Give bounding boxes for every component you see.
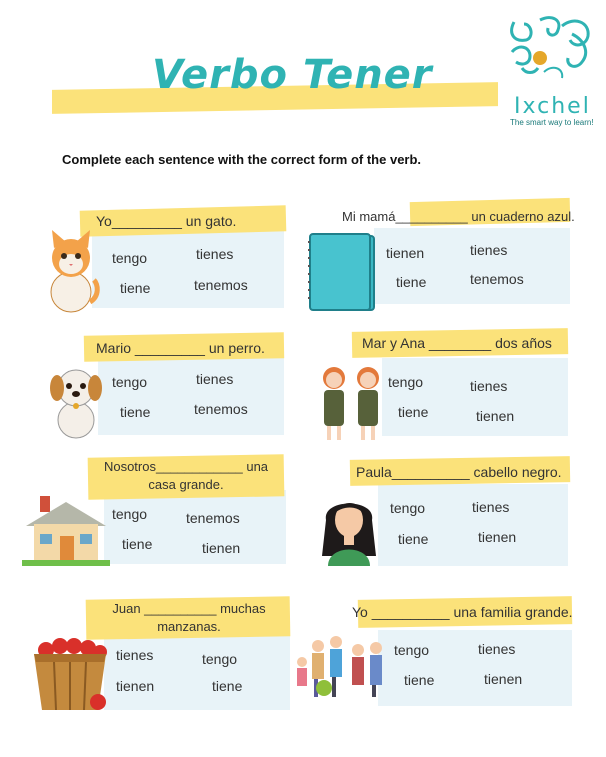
option-5c[interactable]: tiene [122, 536, 153, 552]
option-4c[interactable]: tiene [398, 404, 429, 420]
option-7c[interactable]: tienen [116, 678, 155, 694]
option-8a[interactable]: tengo [394, 642, 430, 658]
sentence-6: Paula__________ cabello negro. [356, 464, 562, 480]
woman-icon [316, 490, 382, 566]
option-3b[interactable]: tienes [196, 371, 234, 387]
option-7b[interactable]: tengo [202, 651, 238, 667]
page-title: Verbo Tener [152, 52, 433, 98]
option-6c[interactable]: tiene [398, 531, 429, 547]
option-1c[interactable]: tiene [120, 280, 151, 296]
apple-basket-icon [30, 632, 110, 712]
family-icon [292, 628, 392, 700]
sentence-2: Mi mamá__________ un cuaderno azul. [342, 209, 575, 224]
option-4a[interactable]: tengo [388, 374, 424, 390]
sentence-4: Mar y Ana ________ dos años [362, 335, 552, 351]
house-icon [22, 496, 110, 568]
option-1d[interactable]: tenemos [194, 277, 248, 293]
sentence-3: Mario _________ un perro. [96, 340, 265, 356]
cat-icon [40, 228, 102, 314]
option-2b[interactable]: tienes [470, 242, 508, 258]
logo-name: Ixchel [514, 94, 591, 119]
sentence-7: Juan __________ muchas manzanas. [112, 601, 266, 634]
instruction-text: Complete each sentence with the correct form of the verb. [62, 152, 422, 167]
twins-icon [314, 362, 390, 444]
option-5b[interactable]: tenemos [186, 510, 240, 526]
option-5d[interactable]: tienen [202, 540, 241, 556]
option-2d[interactable]: tenemos [470, 271, 524, 287]
sentence-1: Yo_________ un gato. [96, 213, 237, 229]
option-6d[interactable]: tienen [478, 529, 517, 545]
option-8b[interactable]: tienes [478, 641, 516, 657]
option-6a[interactable]: tengo [390, 500, 426, 516]
option-8c[interactable]: tiene [404, 672, 435, 688]
option-3a[interactable]: tengo [112, 374, 148, 390]
option-1a[interactable]: tengo [112, 250, 148, 266]
option-8d[interactable]: tienen [484, 671, 523, 687]
option-5a[interactable]: tengo [112, 506, 148, 522]
option-4d[interactable]: tienen [476, 408, 515, 424]
option-1b[interactable]: tienes [196, 246, 234, 262]
notebook-icon [308, 232, 378, 314]
sentence-8: Yo __________ una familia grande. [352, 604, 573, 620]
option-3d[interactable]: tenemos [194, 401, 248, 417]
option-4b[interactable]: tienes [470, 378, 508, 394]
sentence-5: Nosotros____________ una casa grande. [103, 459, 269, 492]
logo-tagline: The smart way to learn! [510, 118, 594, 127]
dog-icon [46, 360, 106, 440]
option-6b[interactable]: tienes [472, 499, 510, 515]
option-7a[interactable]: tienes [116, 647, 154, 663]
option-3c[interactable]: tiene [120, 404, 151, 420]
option-2c[interactable]: tiene [396, 274, 427, 290]
option-7d[interactable]: tiene [212, 678, 243, 694]
option-2a[interactable]: tienen [386, 245, 425, 261]
